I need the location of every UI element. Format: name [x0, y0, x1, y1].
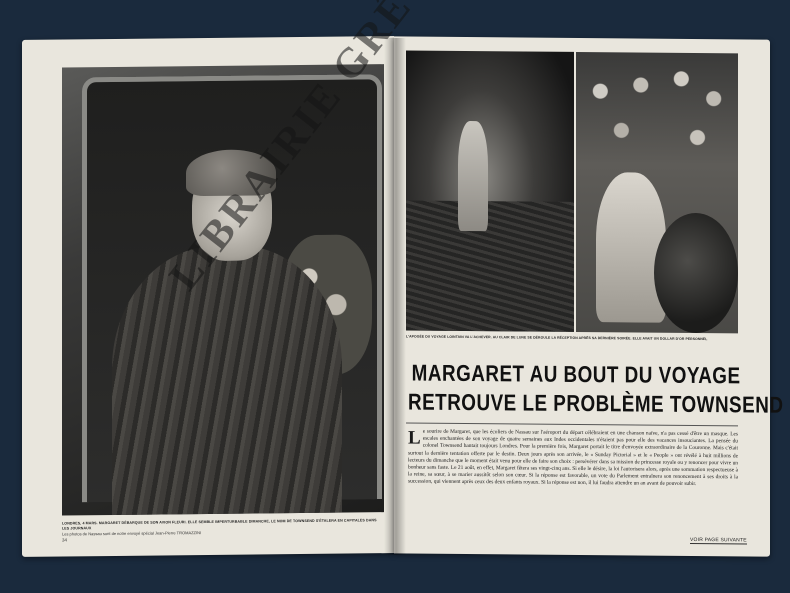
- margaret-arrival-photo: [62, 64, 384, 515]
- page-number: 34: [62, 537, 68, 543]
- photo-credit: Les photos de Nassau sont de notre envoyé spécial Jean-Pierre TROMAZZINI: [62, 530, 202, 537]
- fur-coat: [112, 245, 342, 516]
- foreground-head: [654, 213, 738, 334]
- page-gutter: [384, 38, 406, 555]
- article-body: [408, 428, 738, 489]
- right-page: [394, 36, 784, 556]
- magazine-spread: [22, 38, 784, 555]
- right-photo-caption: L'APOGÉE DU VOYAGE LOINTAIN VA L'ACHEVER. AU CLAIR DE LUNE SE DÉROULE LA RÉCEPTION APRÈS SA DERNIÈRE SOIRÉE. ELLE AVAIT UN DOLLAR D'OR PERSONNEL: [406, 334, 708, 342]
- ground: [406, 200, 574, 331]
- hat: [186, 149, 276, 196]
- left-page: [22, 36, 394, 557]
- gown-figure: [596, 172, 666, 323]
- headline-line-1: MARGARET AU BOUT DU VOYAGE: [411, 359, 741, 389]
- crowd: [576, 52, 738, 183]
- headline-line-2: RETROUVE LE PROBLÈME TOWNSEND: [408, 388, 784, 418]
- figure: [458, 121, 488, 231]
- divider: [406, 422, 738, 426]
- drop-cap: L: [408, 427, 421, 449]
- article-headline: [408, 358, 784, 418]
- reception-photo: [576, 52, 738, 333]
- article-text: e sourire de Margaret, que les écoliers de Nassau sur l'aéroport du départ célébraient en une chanson naïve, n'a pas cessé d'être un masque. Les escales enchantées de son voyage de quatre semaines aux Indes occidentales n'étaient pas pour elle des vacances insouciantes. La pensée du colonel Townsend hantait toujours Londres. Pour la première fois, Margaret portait le titre d'envoyée extraordinaire de la Couronne. Mais c'était surtout la dernière tentation offerte par le destin. Deux jours après son arrivée, le « Sunday Pictorial » et le « People » ont révélé à huit millions de lecteurs du dimanche que le moment était venu pour elle de faire son choix : persévérer dans sa mission de princesse royale ou y renoncer pour vivre un bonheur sans faste. Le 21 août, en effet, Margaret fêtera ses vingt-cinq ans. Si elle le désire, la loi l'autorisera alors, après une sommation respectueuse à la reine, sa sœur, à se marier aussitôt selon son cœur. Si la réponse est favorable, un vote du Parlement entraînera son renoncement à ses droits à la succession, qui viennent après ceux des deux enfants royaux. Si la réponse est non, il lui faudra attendre un an avant de pouvoir subir.: [408, 428, 738, 488]
- next-page-link[interactable]: VOIR PAGE SUIVANTE: [690, 536, 747, 544]
- watermark: LIBRAIRIE: [160, 72, 352, 299]
- left-photo-caption: LONDRES, 4 MARS. MARGARET DÉBARQUE DE SON AVION FLEURI. ELLE SEMBLE IMPERTURBABLE DIMANCHE, LE NOM DE TOWNSEND S'ÉTALERA EN CAPITALES DANS LES JOURNAUX: [62, 518, 377, 531]
- evening-walk-photo: [406, 50, 574, 331]
